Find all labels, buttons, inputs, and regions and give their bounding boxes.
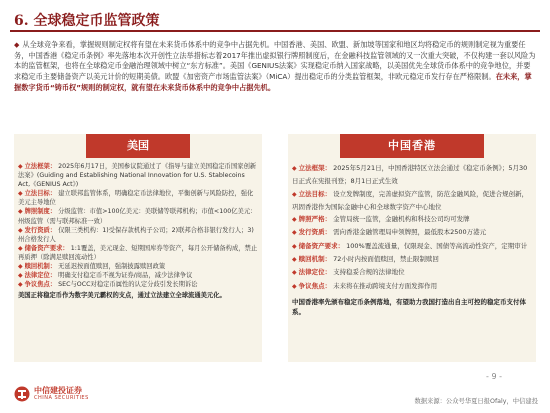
item-text: 100%覆盖流通量，仅限现金、国债等高流动性资产，定期审计 bbox=[346, 241, 528, 250]
diamond-icon: ◆ bbox=[18, 226, 23, 234]
item-text: 1:1覆盖，美元现金、短期国库券等资产，每月公开储备构成，禁止再质押（除满足赎回流动性） bbox=[18, 244, 258, 261]
source-note: 数据来源：公众号华夏日报Ofaly，中信建投 bbox=[414, 398, 538, 405]
item-text: 明确支付稳定币不视为证券/商品，减少法律争议 bbox=[58, 272, 193, 280]
item-key: 发行资质： bbox=[298, 228, 332, 237]
diamond-icon: ◆ bbox=[18, 263, 23, 271]
item-key: 立法目标： bbox=[298, 189, 332, 198]
intro-highlight: 在未来，掌握数字货币“铸币权”规则的制定权，就有望在未来货币体系中的竞争中占据先机。 bbox=[14, 72, 532, 92]
item-key: 赎回机制： bbox=[298, 255, 332, 264]
diamond-icon: ◆ bbox=[292, 216, 297, 224]
diamond-icon: ◆ bbox=[18, 244, 23, 252]
item-key: 法律定位： bbox=[298, 268, 332, 277]
us-item bbox=[18, 244, 258, 262]
us-item bbox=[18, 271, 258, 280]
diamond-icon: ◆ bbox=[292, 190, 297, 198]
diamond-icon: ◆ bbox=[292, 165, 297, 172]
us-conclusion: 美国正将稳定币作为数字美元霸权的支点，通过立法建立全球流通美元化。 bbox=[18, 292, 226, 300]
us-panel bbox=[14, 134, 262, 362]
diamond-icon: ◆ bbox=[292, 256, 297, 264]
item-key: 牌照严格： bbox=[298, 215, 332, 224]
item-text: 支持稳妥合规的法律地位 bbox=[333, 268, 405, 277]
hk-item bbox=[292, 226, 532, 239]
item-text: 仅限三类机构：1)受保存款机构子公司；2)联邦合格非银行发行人；3)州合格发行人 bbox=[18, 226, 254, 243]
intro-paragraph bbox=[14, 40, 536, 128]
company-logo bbox=[14, 384, 144, 404]
diamond-icon: ◆ bbox=[292, 269, 297, 277]
hk-item bbox=[292, 188, 532, 214]
item-key: 立法框架： bbox=[298, 164, 332, 172]
diamond-icon: ◆ bbox=[18, 208, 23, 216]
item-text: 设立发牌制度，完善虚拟资产监管，防范金融风险，促进合规创新，巩固香港作为国际金融中心和全球数字资产中心地位 bbox=[292, 189, 529, 211]
item-text: 2025年5月21日，中国香港特区立法会通过《稳定币条例》；5月30日正式在宪报刊登；8月1日正式生效 bbox=[292, 164, 528, 186]
bullet-icon: ◆ bbox=[14, 41, 20, 49]
item-text: 分级监管：市值>100亿美元：美联储等联邦机构；市值<100亿美元：州级监管（需与联邦标准一致） bbox=[18, 208, 257, 225]
item-key: 争议焦点： bbox=[298, 281, 332, 290]
logo-icon bbox=[14, 386, 30, 402]
us-item bbox=[18, 207, 258, 225]
diamond-icon: ◆ bbox=[18, 163, 23, 170]
diamond-icon: ◆ bbox=[18, 272, 23, 280]
diamond-icon: ◆ bbox=[292, 229, 297, 237]
hk-item bbox=[292, 213, 532, 226]
us-panel-body bbox=[18, 162, 258, 360]
item-text: 无延迟按面值赎回，强制披露赎回政策 bbox=[58, 263, 166, 271]
us-panel-header: 美国 bbox=[86, 134, 190, 158]
us-item bbox=[18, 226, 258, 244]
hk-item bbox=[292, 162, 532, 188]
item-text: 建立联邦监管体系，明确稳定币法律地位，平衡创新与风险防控，强化美元主导地位 bbox=[18, 190, 254, 207]
page-number: - 9 - bbox=[486, 372, 502, 381]
item-key: 争议焦点： bbox=[24, 281, 57, 289]
item-key: 立法目标： bbox=[24, 190, 57, 198]
item-key: 赎回机制： bbox=[24, 263, 57, 271]
item-key: 立法框架： bbox=[24, 163, 57, 170]
hk-item bbox=[292, 240, 532, 253]
item-text: 未来将在推动跨境支付方面发挥作用 bbox=[333, 281, 438, 290]
item-text: 72小时内按面值赎回，禁止限制赎回 bbox=[333, 255, 439, 264]
logo-text-cn: 中信建投证券 bbox=[34, 386, 82, 395]
us-item bbox=[18, 262, 258, 271]
us-item bbox=[18, 280, 258, 289]
hk-panel-body bbox=[292, 162, 532, 360]
hk-panel-header: 中国香港 bbox=[340, 134, 484, 158]
item-key: 储备资产要求： bbox=[24, 244, 69, 252]
hk-item bbox=[292, 280, 532, 293]
item-text: 2025年6月17日，美国参议院通过了《指导与建立美国稳定币国家创新法案》(Guiding and Establishing National Innovation for U.S. Stablecoins Act,《GENIUS Act》) bbox=[18, 163, 257, 189]
us-item bbox=[18, 162, 258, 189]
hk-item bbox=[292, 266, 532, 279]
item-text: SEC与OCC对稳定币属性的认定分歧引发长期诉讼 bbox=[58, 281, 198, 289]
page-title: 6. 全球稳定币监管政策 bbox=[14, 13, 160, 29]
item-text: 金管局统一监管，金融机构和科技公司均可发牌 bbox=[333, 215, 470, 224]
hk-item bbox=[292, 253, 532, 266]
intro-text: 从全球竞争来看，掌握规则制定权将有望在未来货币体系中的竞争中占据先机。中国香港、美国、欧盟、新加坡等国家和地区均将稳定币的规则制定视为重要任务，中国香港《稳定币条例》率先落地本次开创性立法举措标志着2017年推出虚拟银行牌照制度后，在金融科技监管领域的又一次重大突破，不仅构建一套以风险为本的监管框架，也将在全球稳定币金融治理领域中树立“东方标准”。美国《GENIUS法案》实现稳定币纳入国家战略，以美国优先全球货币体系中的竞争地位，并要求稳定币主要储备资产以美元计价的短期美债。欧盟《加密资产市场监管法案》（MiCA）提出稳定币的分类监管框架，非欧元稳定币发行存在严格限制。 bbox=[14, 40, 536, 82]
title-bar bbox=[10, 8, 540, 32]
us-item bbox=[18, 189, 258, 207]
hk-conclusion: 中国香港率先颁布稳定币条例落地，有望助力我国打造出自主可控的稳定币支付体系。 bbox=[292, 297, 526, 316]
diamond-icon: ◆ bbox=[292, 282, 297, 290]
diamond-icon: ◆ bbox=[18, 281, 23, 289]
item-text: 需向香港金融管理局申领牌照，最低股本2500万港元 bbox=[333, 228, 487, 237]
item-key: 法律定位： bbox=[24, 272, 57, 280]
item-key: 发行资质： bbox=[24, 226, 57, 234]
diamond-icon: ◆ bbox=[18, 190, 23, 198]
diamond-icon: ◆ bbox=[292, 242, 297, 250]
logo-text-en: CHINA SECURITIES bbox=[34, 395, 89, 401]
item-key: 储备资产要求： bbox=[298, 241, 345, 250]
item-key: 牌照制度： bbox=[24, 208, 57, 216]
hk-panel bbox=[288, 134, 536, 362]
